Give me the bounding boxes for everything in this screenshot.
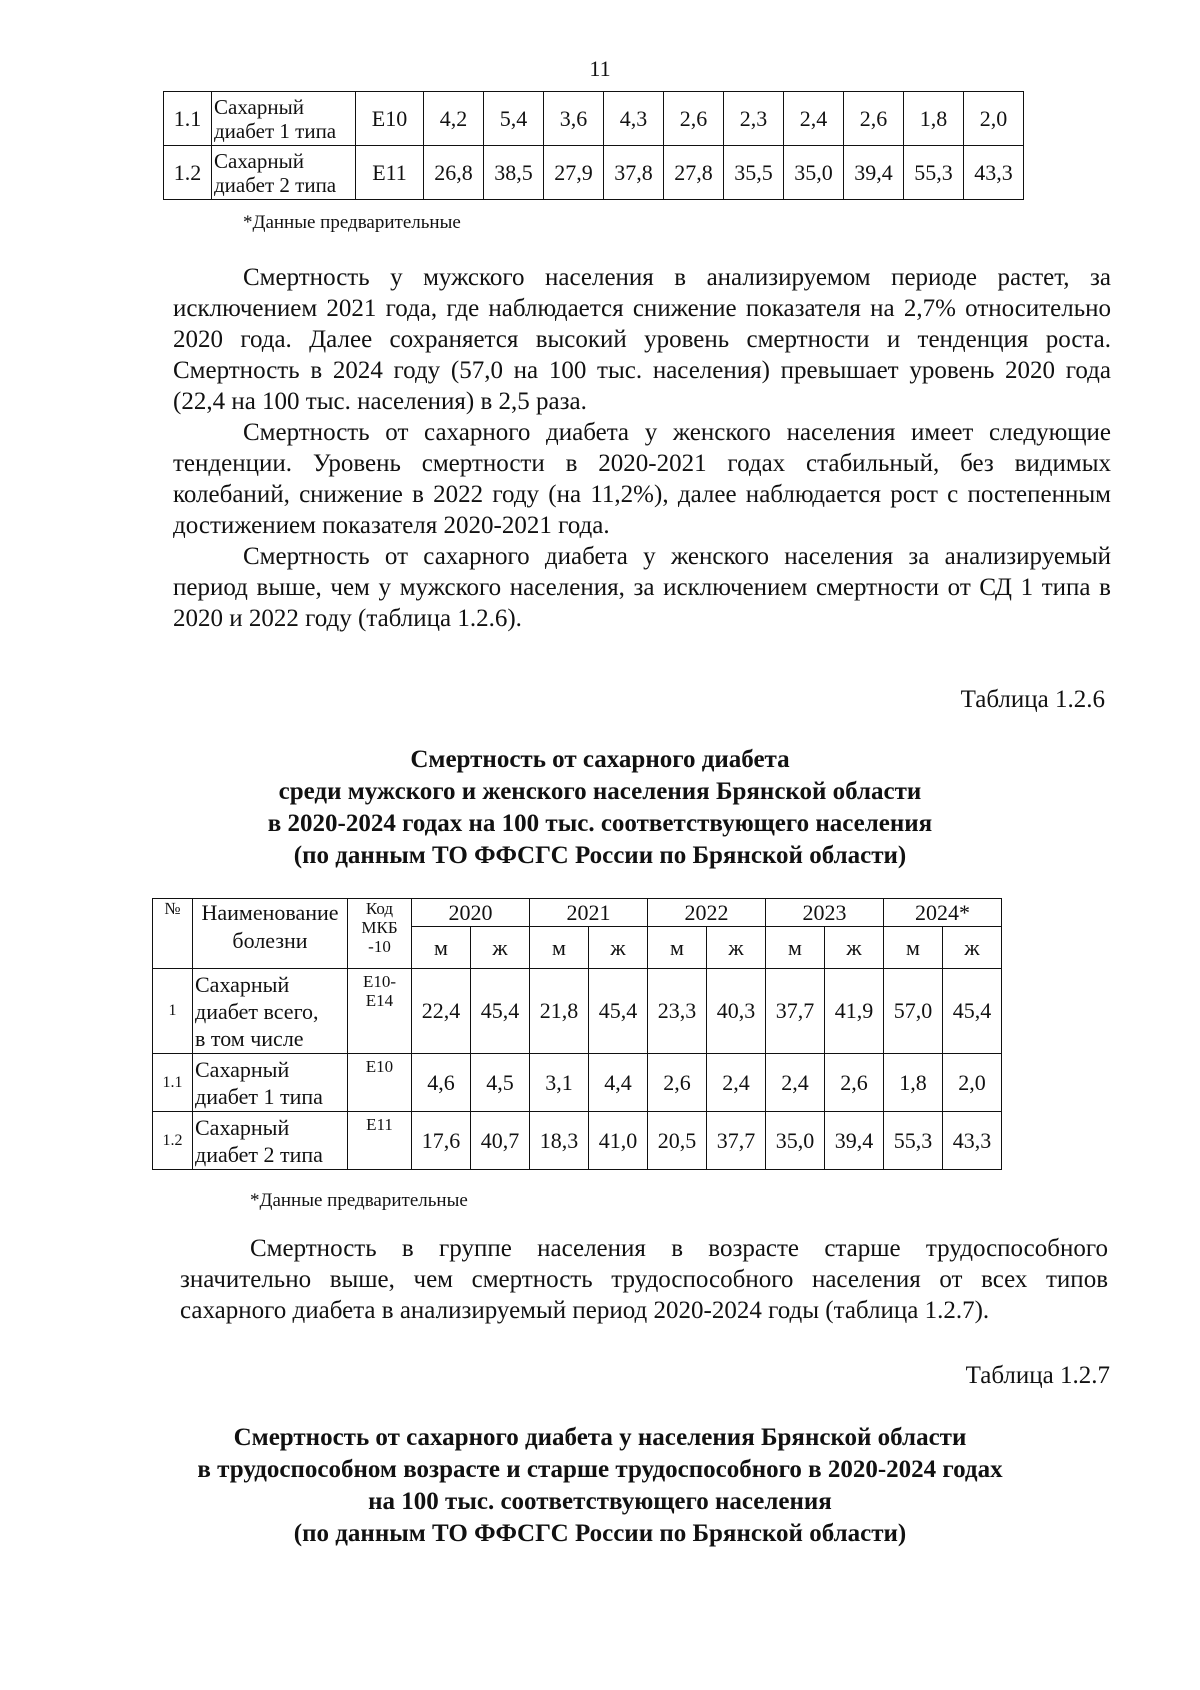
- row-number: 1.2: [164, 146, 212, 200]
- table-cell: 40,7: [471, 1112, 530, 1170]
- table-cell: 2,6: [664, 92, 724, 146]
- table-label: Таблица 1.2.7: [965, 1362, 1110, 1389]
- caption-line: в трудоспособном возрасте и старше трудоспособного в 2020-2024 годах: [197, 1456, 1003, 1483]
- table-cell: 20,5: [648, 1112, 707, 1170]
- table-cell: 2,0: [943, 1054, 1002, 1112]
- female-header: ж: [471, 927, 530, 969]
- table-cell: 38,5: [484, 146, 544, 200]
- table-cell: 45,4: [943, 969, 1002, 1054]
- table-caption: [0, 744, 1200, 872]
- table-cell: 39,4: [825, 1112, 884, 1170]
- caption-line: в 2020-2024 годах на 100 тыс. соответствующего населения: [267, 810, 933, 837]
- icd-code: E11: [348, 1112, 412, 1170]
- icd-code: E10: [356, 92, 424, 146]
- table-cell: 4,6: [412, 1054, 471, 1112]
- table-row: [153, 1112, 1002, 1170]
- table-cell: 26,8: [424, 146, 484, 200]
- mortality-table: [152, 898, 1002, 1170]
- table-cell: 3,6: [544, 92, 604, 146]
- paragraph: Смертность от сахарного диабета у женского населения имеет следующие тенденции. Уровень смертности в 2020-2021 годах стабильный, без видимых колебаний, снижение в 2022 году (на 11,2%), далее наблюдается рост с постепенным достижением показателя 2020-2021 года.: [173, 419, 1111, 539]
- table-cell: 40,3: [707, 969, 766, 1054]
- disease-name: Сахарный диабет всего, в том числе: [193, 969, 348, 1054]
- icd-code-header: Код МКБ -10: [348, 899, 412, 969]
- year-header: 2020: [412, 899, 530, 927]
- disease-name: Сахарный диабет 2 типа: [212, 146, 356, 200]
- table-cell: 55,3: [904, 146, 964, 200]
- year-header: 2022: [648, 899, 766, 927]
- year-header: 2024*: [884, 899, 1002, 927]
- female-header: ж: [825, 927, 884, 969]
- table-cell: 45,4: [471, 969, 530, 1054]
- table-cell: 57,0: [884, 969, 943, 1054]
- table-cell: 35,0: [766, 1112, 825, 1170]
- disease-name: Сахарный диабет 2 типа: [193, 1112, 348, 1170]
- body-text: [173, 262, 1111, 634]
- year-header: 2023: [766, 899, 884, 927]
- row-number: 1: [153, 969, 193, 1054]
- continuation-table: [163, 91, 1024, 200]
- table-footnote: *Данные предварительные: [243, 212, 461, 233]
- table-row: [164, 146, 1024, 200]
- male-header: м: [766, 927, 825, 969]
- female-header: ж: [589, 927, 648, 969]
- disease-name-header: Наименование болезни: [193, 899, 348, 969]
- table-cell: 1,8: [904, 92, 964, 146]
- row-number: 1.1: [153, 1054, 193, 1112]
- male-header: м: [530, 927, 589, 969]
- row-number: 1.2: [153, 1112, 193, 1170]
- paragraph: Смертность у мужского населения в анализируемом периоде растет, за исключением 2021 года, где наблюдается снижение показателя на 2,7% относительно 2020 года. Далее сохраняется высокий уровень смертности и тенденция роста. Смертность в 2024 году (57,0 на 100 тыс. населения) превышает уровень 2020 года (22,4 на 100 тыс. населения) в 2,5 раза.: [173, 264, 1111, 415]
- year-header: 2021: [530, 899, 648, 927]
- table-cell: 37,7: [707, 1112, 766, 1170]
- body-text: [180, 1233, 1108, 1326]
- table-cell: 2,0: [964, 92, 1024, 146]
- icd-code: E10: [348, 1054, 412, 1112]
- table-cell: 43,3: [943, 1112, 1002, 1170]
- table-cell: 2,6: [648, 1054, 707, 1112]
- table-cell: 27,9: [544, 146, 604, 200]
- table-cell: 45,4: [589, 969, 648, 1054]
- table-cell: 2,4: [707, 1054, 766, 1112]
- caption-line: среди мужского и женского населения Брянской области: [278, 778, 922, 805]
- table-cell: 39,4: [844, 146, 904, 200]
- caption-line: Смертность от сахарного диабета: [410, 746, 790, 773]
- male-header: м: [648, 927, 707, 969]
- table-cell: 41,0: [589, 1112, 648, 1170]
- table-cell: 17,6: [412, 1112, 471, 1170]
- paragraph: Смертность от сахарного диабета у женского населения за анализируемый период выше, чем у мужского населения, за исключением смертности от СД 1 типа в 2020 и 2022 году (таблица 1.2.6).: [173, 543, 1111, 632]
- icd-code: E10- E14: [348, 969, 412, 1054]
- table-row: [153, 969, 1002, 1054]
- female-header: ж: [943, 927, 1002, 969]
- male-header: м: [412, 927, 471, 969]
- paragraph: Смертность в группе населения в возрасте старше трудоспособного значительно выше, чем смертность трудоспособного населения от всех типов сахарного диабета в анализируемый период 2020-2024 годы (таблица 1.2.7).: [180, 1235, 1108, 1324]
- table-cell: 27,8: [664, 146, 724, 200]
- disease-name: Сахарный диабет 1 типа: [193, 1054, 348, 1112]
- page-number: 11: [589, 56, 611, 81]
- number-header: №: [153, 899, 193, 969]
- row-number: 1.1: [164, 92, 212, 146]
- table-cell: 2,6: [844, 92, 904, 146]
- table-cell: 37,8: [604, 146, 664, 200]
- male-header: м: [884, 927, 943, 969]
- caption-line: Смертность от сахарного диабета у населения Брянской области: [233, 1424, 967, 1451]
- header-row: [153, 899, 1002, 927]
- table-cell: 23,3: [648, 969, 707, 1054]
- table-cell: 1,8: [884, 1054, 943, 1112]
- table-cell: 43,3: [964, 146, 1024, 200]
- table-caption: [0, 1422, 1200, 1550]
- table-cell: 37,7: [766, 969, 825, 1054]
- table-row: [164, 92, 1024, 146]
- table-cell: 4,2: [424, 92, 484, 146]
- table-cell: 18,3: [530, 1112, 589, 1170]
- table-label: Таблица 1.2.6: [960, 686, 1105, 713]
- caption-line: (по данным ТО ФФСГС России по Брянской области): [293, 842, 907, 869]
- table-cell: 4,3: [604, 92, 664, 146]
- table-cell: 35,0: [784, 146, 844, 200]
- table-cell: 2,4: [784, 92, 844, 146]
- caption-line: на 100 тыс. соответствующего населения: [368, 1488, 832, 1515]
- table-cell: 4,4: [589, 1054, 648, 1112]
- table-cell: 5,4: [484, 92, 544, 146]
- table-cell: 41,9: [825, 969, 884, 1054]
- table-cell: 2,3: [724, 92, 784, 146]
- female-header: ж: [707, 927, 766, 969]
- disease-name: Сахарный диабет 1 типа: [212, 92, 356, 146]
- icd-code: E11: [356, 146, 424, 200]
- table-cell: 21,8: [530, 969, 589, 1054]
- table-cell: 2,4: [766, 1054, 825, 1112]
- table-cell: 35,5: [724, 146, 784, 200]
- caption-line: (по данным ТО ФФСГС России по Брянской области): [293, 1520, 907, 1547]
- table-footnote: *Данные предварительные: [250, 1190, 468, 1211]
- table-cell: 4,5: [471, 1054, 530, 1112]
- table-cell: 2,6: [825, 1054, 884, 1112]
- table-cell: 22,4: [412, 969, 471, 1054]
- table-row: [153, 1054, 1002, 1112]
- table-cell: 55,3: [884, 1112, 943, 1170]
- table-cell: 3,1: [530, 1054, 589, 1112]
